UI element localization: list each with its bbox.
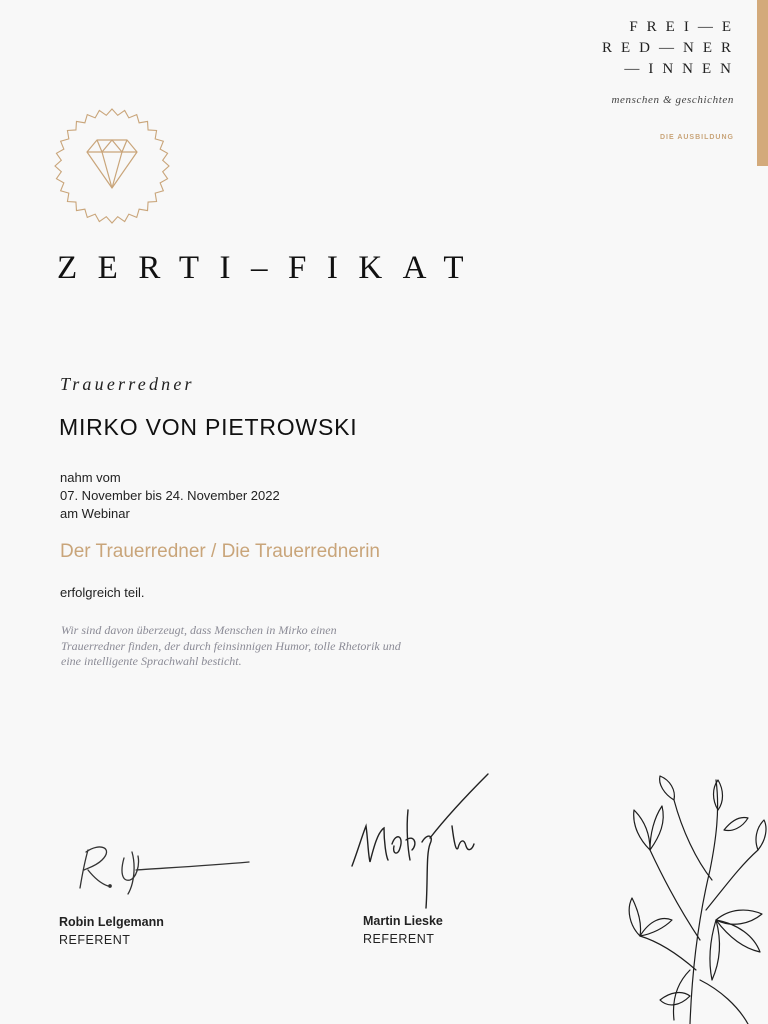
flower-illustration bbox=[620, 770, 768, 1024]
recipient-name: MIRKO VON PIETROWSKI bbox=[59, 414, 358, 440]
certificate-title: ZERTI–FIKAT bbox=[57, 250, 484, 286]
seal-outline bbox=[55, 109, 169, 223]
testimonial-quote: Wir sind davon überzeugt, dass Menschen in Mirko einen Trauerredner finden, der durch feinsinnigen Humor, tolle Rhetorik und eine intelligente Sprachwahl besticht. bbox=[61, 623, 401, 668]
brand-logo bbox=[602, 17, 740, 141]
signature-martin bbox=[348, 770, 498, 910]
referent-1 bbox=[59, 915, 164, 947]
referent-role: REFERENT bbox=[59, 933, 131, 947]
success-text: erfolgreich teil. bbox=[60, 585, 145, 600]
course-name: Der Trauerredner / Die Trauerrednerin bbox=[60, 541, 380, 562]
participation-details bbox=[60, 469, 280, 523]
logo-tagline: menschen & geschichten bbox=[611, 94, 734, 106]
logo-line-1: FREI—E bbox=[629, 19, 740, 35]
logo-line-2: RED—NER bbox=[602, 40, 740, 56]
details-line-3: am Webinar bbox=[60, 506, 130, 521]
referent-name: Martin Lieske bbox=[363, 914, 443, 928]
logo-subtitle: DIE AUSBILDUNG bbox=[659, 134, 734, 141]
logo-line-3: —INNEN bbox=[624, 61, 740, 77]
diamond-icon bbox=[52, 106, 172, 226]
referent-role: REFERENT bbox=[363, 932, 435, 946]
details-dates: 07. November bis 24. November 2022 bbox=[60, 488, 280, 503]
recipient-role: Trauerredner bbox=[60, 374, 195, 394]
gold-accent-bar bbox=[757, 0, 768, 166]
referent-name: Robin Lelgemann bbox=[59, 915, 164, 929]
signature-robin bbox=[74, 836, 254, 896]
details-line-1: nahm vom bbox=[60, 470, 121, 485]
referent-2 bbox=[363, 914, 443, 946]
